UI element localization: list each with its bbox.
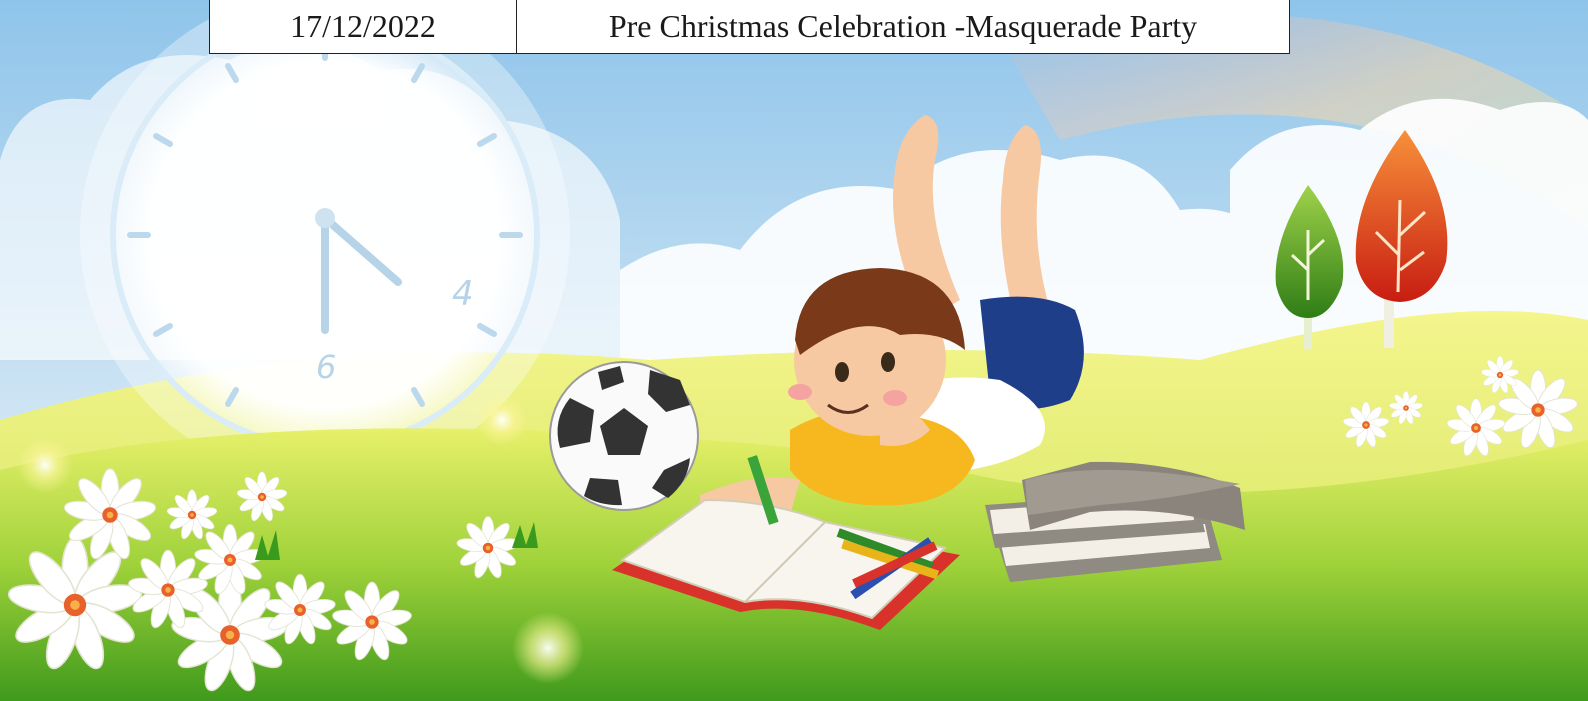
soccer-ball-icon xyxy=(550,362,698,510)
schedule-table xyxy=(209,0,1290,54)
clock-number-4: 4 xyxy=(452,274,474,314)
event-name-cell: Pre Christmas Celebration -Masquerade Party xyxy=(517,0,1290,54)
event-date-cell: 17/12/2022 xyxy=(210,0,517,54)
table-row xyxy=(210,0,1290,54)
clock-number-6: 6 xyxy=(316,348,337,386)
